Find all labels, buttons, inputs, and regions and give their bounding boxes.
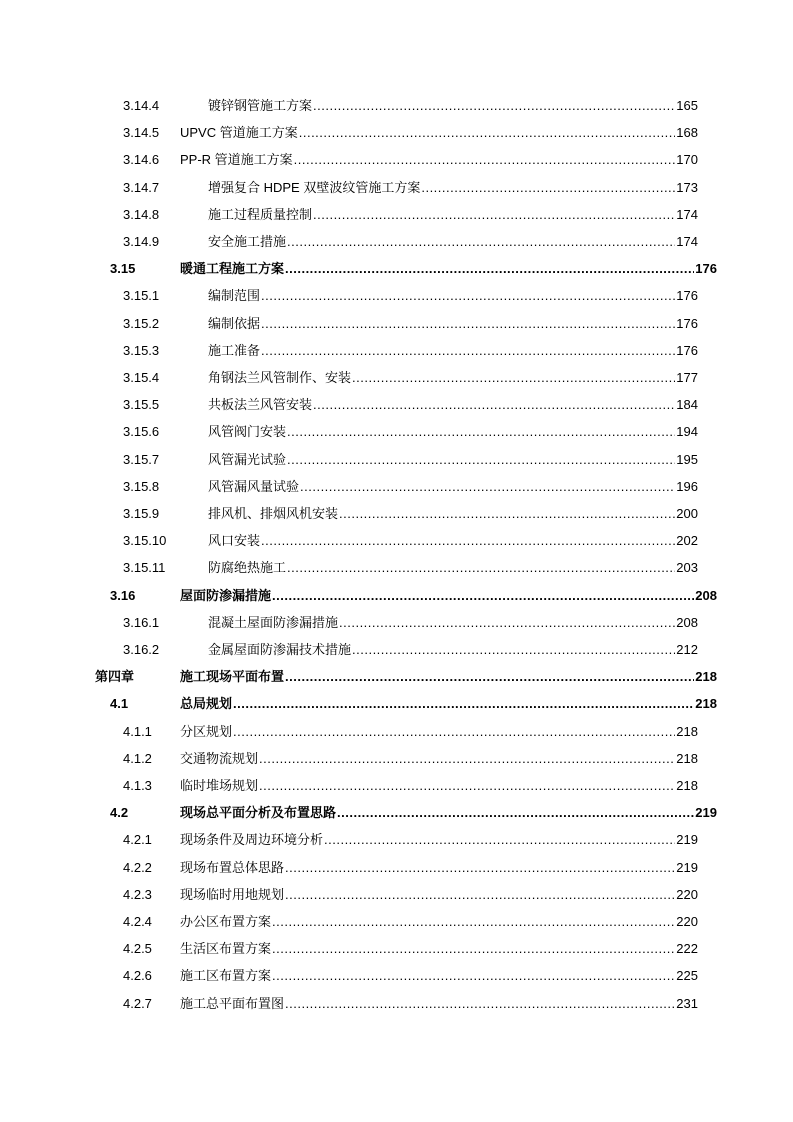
toc-entry-number: 4.2.6 (123, 968, 152, 984)
toc-dot-leader (339, 506, 675, 522)
toc-entry-title: 暖通工程施工方案 (180, 261, 285, 277)
toc-dot-leader (261, 533, 675, 549)
toc-entry-page: 212 (676, 642, 698, 657)
toc-entry-title: UPVC 管道施工方案 (180, 125, 298, 141)
toc-entry-page: 170 (676, 152, 698, 168)
toc-entry-number: 3.15.3 (123, 342, 160, 358)
toc-entry-page: 220 (676, 914, 698, 929)
toc-entry-number: 3.15.5 (123, 397, 160, 413)
toc-dot-leader (313, 98, 675, 114)
toc-entry-page: 174 (676, 206, 698, 222)
toc-entry-number: 4.2.7 (123, 995, 152, 1011)
toc-entry[interactable] (123, 937, 698, 957)
toc-entry-title: 总局规划 (180, 696, 233, 712)
toc-entry-number: 4.2.1 (123, 832, 152, 848)
toc-entry-number: 3.14.6 (123, 152, 160, 168)
toc-entry[interactable] (123, 448, 698, 468)
toc-entry[interactable] (123, 94, 698, 114)
toc-dot-leader (300, 479, 675, 495)
toc-dot-leader (324, 832, 675, 848)
toc-dot-leader (287, 452, 675, 468)
toc-entry-title: 施工总平面布置图 (180, 995, 285, 1011)
toc-entry-title: 现场临时用地规划 (180, 886, 285, 902)
toc-entry-number: 4.2 (110, 805, 129, 821)
toc-entry-title: 临时堆场规划 (180, 778, 259, 793)
toc-dot-leader (313, 397, 675, 413)
toc-entry-page: 202 (676, 533, 698, 549)
toc-entry[interactable] (110, 692, 717, 712)
toc-entry-title: 增强复合 HDPE 双壁波纹管施工方案 (208, 179, 421, 195)
toc-dot-leader (337, 805, 694, 821)
toc-entry[interactable] (123, 366, 698, 386)
toc-dot-leader (261, 316, 675, 332)
toc-entry-number: 3.15.10 (123, 533, 167, 549)
toc-entry-page: 176 (676, 342, 698, 358)
toc-entry-page: 174 (676, 234, 698, 249)
toc-entry-number: 4.1.2 (123, 750, 152, 766)
toc-entry[interactable] (123, 393, 698, 413)
toc-entry-page: 220 (676, 886, 698, 902)
toc-entry-title: 风管阀门安装 (208, 424, 287, 440)
toc-dot-leader (259, 778, 675, 794)
toc-entry-number: 3.16 (110, 587, 136, 603)
toc-entry-title: 排风机、排烟风机安装 (208, 506, 339, 521)
toc-dot-leader (233, 724, 675, 740)
toc-entry-number: 4.2.2 (123, 859, 152, 875)
toc-entry[interactable] (123, 502, 698, 522)
toc-entry[interactable] (123, 284, 698, 304)
toc-entry-title: 屋面防渗漏措施 (180, 587, 272, 603)
toc-entry-page: 218 (676, 750, 698, 766)
toc-entry[interactable] (123, 203, 698, 223)
toc-entry[interactable] (123, 176, 698, 196)
toc-dot-leader (285, 887, 675, 903)
toc-entry-title: 角钢法兰风管制作、安装 (208, 370, 352, 385)
toc-dot-leader (261, 343, 675, 359)
toc-entry[interactable] (123, 420, 698, 440)
toc-entry-number: 3.14.9 (123, 234, 160, 249)
toc-dot-leader (287, 234, 675, 250)
toc-entry[interactable] (123, 475, 698, 495)
toc-entry-title: 办公区布置方案 (180, 914, 272, 929)
toc-entry[interactable] (123, 148, 698, 168)
toc-entry-title: 编制依据 (208, 315, 261, 331)
toc-entry-number: 3.15.6 (123, 424, 160, 440)
toc-entry-title: 安全施工措施 (208, 234, 287, 249)
toc-entry-page: 225 (676, 968, 698, 984)
toc-entry[interactable] (95, 665, 717, 685)
toc-entry[interactable] (123, 638, 698, 658)
toc-entry-page: 218 (695, 669, 717, 685)
toc-dot-leader (259, 751, 675, 767)
toc-entry-page: 194 (676, 424, 698, 440)
toc-entry-page: 165 (676, 98, 698, 113)
toc-entry[interactable] (123, 720, 698, 740)
toc-entry-page: 208 (695, 587, 717, 603)
toc-entry-page: 222 (676, 941, 698, 957)
toc-entry-number: 第四章 (95, 669, 135, 685)
toc-entry[interactable] (123, 992, 698, 1012)
toc-dot-leader (261, 288, 675, 304)
toc-entry-number: 3.16.2 (123, 642, 160, 657)
toc-entry-title: 风管漏风量试验 (208, 478, 300, 494)
toc-entry-page: 184 (676, 397, 698, 413)
toc-entry-page: 195 (676, 451, 698, 467)
toc-entry-number: 3.15.4 (123, 370, 160, 385)
toc-entry-title: 编制范围 (208, 288, 261, 304)
toc-dot-leader (285, 669, 694, 685)
toc-entry-page: 219 (676, 832, 698, 848)
toc-entry[interactable] (123, 828, 698, 848)
toc-entry[interactable] (123, 339, 698, 359)
toc-entry[interactable] (123, 121, 698, 141)
toc-entry-title: 施工现场平面布置 (180, 669, 285, 685)
toc-dot-leader (272, 968, 675, 984)
toc-entry-title: 现场布置总体思路 (180, 859, 285, 875)
toc-entry-title: 分区规划 (180, 723, 233, 739)
toc-dot-leader (287, 560, 675, 576)
toc-entry-title: PP-R 管道施工方案 (180, 152, 293, 168)
toc-entry[interactable] (123, 747, 698, 767)
toc-entry[interactable] (110, 257, 717, 277)
toc-entry-page: 208 (676, 614, 698, 630)
toc-entry[interactable] (123, 312, 698, 332)
toc-dot-leader (352, 642, 675, 658)
toc-entry-number: 3.15.11 (123, 560, 166, 576)
toc-dot-leader (352, 370, 675, 386)
toc-entry-number: 3.15.1 (123, 288, 160, 304)
toc-entry[interactable] (123, 964, 698, 984)
toc-dot-leader (339, 615, 675, 631)
toc-entry-number: 4.2.5 (123, 941, 152, 957)
toc-entry[interactable] (110, 801, 717, 821)
toc-entry[interactable] (123, 611, 698, 631)
toc-entry-number: 3.14.7 (123, 179, 160, 195)
toc-dot-leader (272, 941, 675, 957)
toc-entry-page: 218 (695, 696, 717, 712)
toc-dot-leader (285, 860, 675, 876)
toc-entry-title: 现场条件及周边环境分析 (180, 832, 324, 848)
toc-entry[interactable] (123, 774, 698, 794)
toc-dot-leader (299, 125, 676, 141)
toc-entry-number: 3.15.9 (123, 506, 160, 521)
toc-dot-leader (285, 996, 675, 1012)
toc-entry-page: 196 (676, 478, 698, 494)
toc-entry-page: 176 (676, 288, 698, 304)
toc-entry-title: 风口安装 (208, 533, 261, 549)
toc-entry-page: 203 (676, 560, 698, 576)
toc-entry-title: 生活区布置方案 (180, 941, 272, 957)
toc-entry-title: 镀锌钢管施工方案 (208, 98, 313, 113)
toc-entry-page: 168 (676, 125, 698, 141)
toc-dot-leader (313, 207, 675, 223)
toc-entry-page: 173 (676, 179, 698, 195)
toc-entry-number: 4.1.1 (123, 723, 152, 739)
toc-entry[interactable] (123, 910, 698, 930)
toc-entry-number: 4.1.3 (123, 778, 152, 793)
toc-dot-leader (272, 914, 675, 930)
toc-entry[interactable] (110, 584, 717, 604)
toc-entry-number: 3.15.2 (123, 315, 160, 331)
toc-entry-page: 231 (676, 995, 698, 1011)
toc-dot-leader (421, 180, 675, 196)
toc-entry-number: 3.14.4 (123, 98, 160, 113)
toc-entry[interactable] (123, 856, 698, 876)
toc-entry-number: 3.15 (110, 261, 136, 277)
toc-dot-leader (272, 588, 694, 604)
toc-entry-number: 4.2.4 (123, 914, 152, 929)
toc-entry-number: 3.15.7 (123, 451, 160, 467)
toc-entry-page: 218 (676, 723, 698, 739)
toc-dot-leader (294, 152, 676, 168)
toc-entry[interactable] (123, 529, 698, 549)
toc-dot-leader (233, 696, 694, 712)
toc-entry-number: 3.14.8 (123, 206, 160, 222)
toc-entry-title: 现场总平面分析及布置思路 (180, 805, 337, 821)
toc-dot-leader (285, 261, 694, 277)
toc-entry-title: 施工过程质量控制 (208, 206, 313, 222)
toc-entry-page: 218 (676, 778, 698, 793)
toc-entry-number: 3.16.1 (123, 614, 160, 630)
toc-entry-title: 混凝土屋面防渗漏措施 (208, 614, 339, 630)
toc-entry-page: 177 (676, 370, 698, 385)
toc-entry-number: 3.15.8 (123, 478, 160, 494)
toc-entry-title: 施工区布置方案 (180, 968, 272, 984)
toc-entry-title: 交通物流规划 (180, 750, 259, 766)
toc-entry-title: 风管漏光试验 (208, 451, 287, 467)
toc-entry-page: 200 (676, 506, 698, 521)
toc-entry-page: 176 (676, 315, 698, 331)
toc-entry-page: 219 (676, 859, 698, 875)
toc-entry-number: 4.2.3 (123, 886, 152, 902)
toc-entry-page: 219 (695, 805, 717, 821)
toc-entry-page: 176 (695, 261, 717, 277)
toc-entry[interactable] (123, 230, 698, 250)
toc-entry-title: 施工准备 (208, 342, 261, 358)
toc-entry-title: 金属屋面防渗漏技术措施 (208, 642, 352, 657)
toc-entry[interactable] (123, 883, 698, 903)
toc-entry-number: 3.14.5 (123, 125, 160, 141)
toc-entry[interactable] (123, 556, 698, 576)
toc-entry-title: 防腐绝热施工 (208, 560, 287, 576)
toc-dot-leader (287, 424, 675, 440)
toc-entry-number: 4.1 (110, 696, 129, 712)
toc-entry-title: 共板法兰风管安装 (208, 397, 313, 413)
